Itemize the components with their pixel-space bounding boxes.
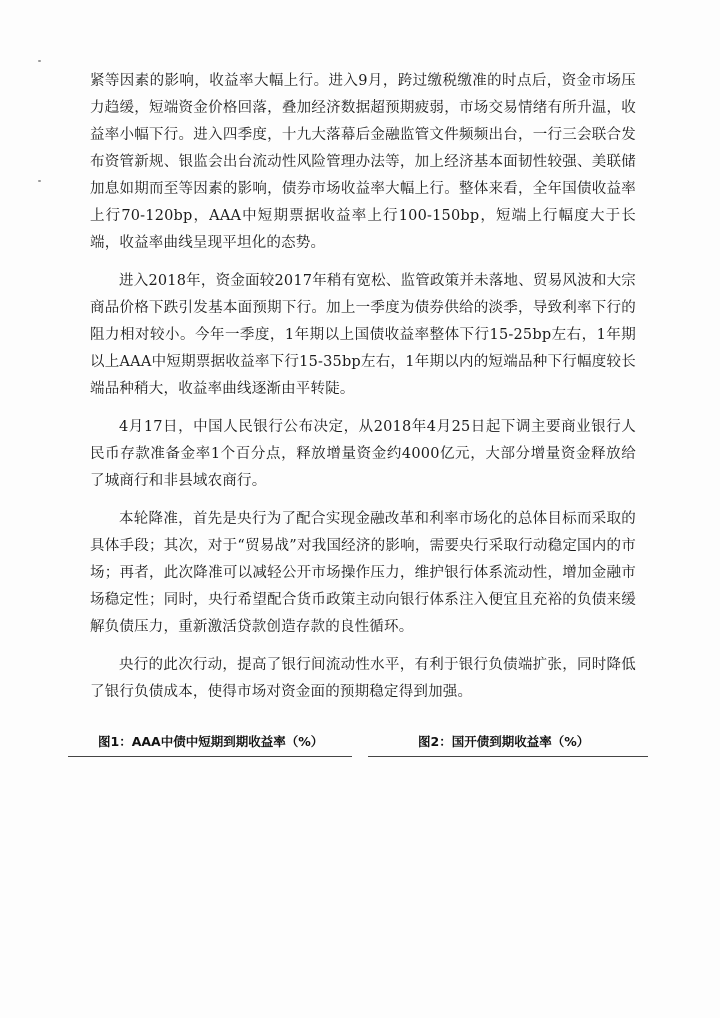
paragraph-5: 央行的此次行动，提高了银行间流动性水平，有利于银行负债端扩张，同时降低了银行负债成本，使得市场对资金面的预期稳定得到加强。 bbox=[90, 657, 636, 700]
paragraph-1: 紧等因素的影响，收益率大幅上行。进入9月，跨过缴税缴准的时点后，资金市场压力趋缓，短端资金价格回落，叠加经济数据超预期疲弱，市场交易情绪有所升温，收益率小幅下行。进入四季度，十九大落幕后金融监管文件频频出台，一行三会联合发布资管新规、银监会出台流动性风险管理办法等，加上经济基本面韧性较强、美联储加息如期而至等因素的影响，债券市场收益率大幅上行。整体来看，全年国债收益率上行70-120bp，AAA中短期票据收益率上行100-150bp，短端上行幅度大于长端，收益率曲线呈现平坦化的态势。 bbox=[90, 73, 636, 251]
scan-speck bbox=[38, 60, 41, 62]
paragraph-3: 4月17日，中国人民银行公布决定，从2018年4月25日起下调主要商业银行人民币存款准备金率1个百分点，释放增量资金约4000亿元，大部分增量资金释放给了城商行和非县域农商行。 bbox=[90, 419, 636, 489]
figure-1-caption: 图1：AAA中债中短期到期收益率（%） bbox=[98, 734, 324, 749]
figure-2-divider bbox=[368, 756, 648, 757]
scan-speck bbox=[38, 180, 41, 182]
figure-captions-row bbox=[68, 732, 648, 772]
figure-1-divider bbox=[68, 756, 352, 757]
body-text bbox=[90, 68, 636, 717]
paragraph-2: 进入2018年，资金面较2017年稍有宽松、监管政策并未落地、贸易风波和大宗商品价格下跌引发基本面预期下行。加上一季度为债券供给的淡季，导致利率下行的阻力相对较小。今年一季度，1年期以上国债收益率整体下行15-25bp左右，1年期以上AAA中短期票据收益率下行15-35bp左右，1年期以内的短端品种下行幅度较长端品种稍大，收益率曲线逐渐由平转陡。 bbox=[90, 273, 636, 397]
figure-2-caption: 图2：国开债到期收益率（%） bbox=[418, 734, 590, 749]
paragraph-4: 本轮降准，首先是央行为了配合实现金融改革和利率市场化的总体目标而采取的具体手段；其次，对于“贸易战”对我国经济的影响，需要央行采取行动稳定国内的市场；再者，此次降准可以减轻公开市场操作压力，维护银行体系流动性，增加金融市场稳定性；同时，央行希望配合货币政策主动向银行体系注入便宜且充裕的负债来缓解负债压力，重新激活贷款创造存款的良性循环。 bbox=[90, 511, 636, 635]
